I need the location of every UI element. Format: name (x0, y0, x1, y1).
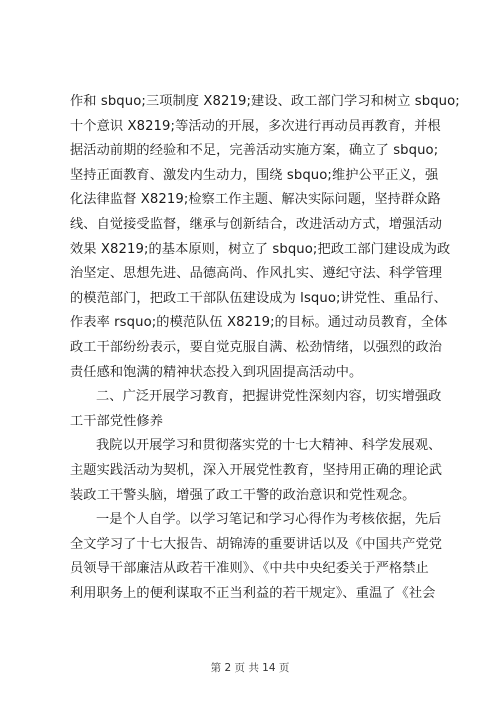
document-body (70, 90, 460, 606)
text-line: 据活动前期的经验和不足，完善活动实施方案，确立了 sbquo; (70, 143, 439, 159)
text-line: 十个意识 X8219;等活动的开展，多次进行再动员再教育，并根 (70, 118, 441, 134)
text-line: 装政工干警头脑，增强了政工干警的政治意识和党性观念。 (70, 487, 416, 503)
text-line: 线、自觉接受监督，继承与创新结合，改进活动方式，增强活动 (70, 216, 443, 232)
text-line: 作和 sbquo;三项制度 X8219;建设、政工部门学习和树立 sbquo; (70, 94, 460, 109)
text-line: 效果 X8219;的基本原则，树立了 sbquo;把政工部门建设成为政 (70, 241, 451, 257)
text-line: 全文学习了十七大报告、胡锦涛的重要讲话以及《中国共产党党 (70, 536, 443, 552)
text-line: 主题实践活动为契机，深入开展党性教育，坚持用正确的理论武 (70, 462, 443, 478)
text-line: 的模范部门，把政工干部队伍建设成为 lsquo;讲党性、重品行、 (70, 290, 447, 306)
text-line: 责任感和饱满的精神状态投入到巩固提高活动中。 (70, 364, 363, 380)
text-line: 一是个人自学。以学习笔记和学习心得作为考核依据，先后 (96, 512, 442, 528)
text-line: 作表率 rsquo;的模范队伍 X8219;的目标。通过动员教育，全体 (70, 315, 448, 331)
text-line: 员领导干部廉洁从政若干准则》、《中共中央纪委关于严格禁止 (70, 561, 429, 577)
text-line: 治坚定、思想先进、品德高尚、作风扎实、遵纪守法、科学管理 (70, 266, 443, 282)
text-line: 利用职务上的便利谋取不正当利益的若干规定》、重温了《社会 (70, 585, 436, 601)
section-heading-line: 二、广泛开展学习教育，把握讲党性深刻内容，切实增强政 (96, 389, 442, 405)
text-line: 政工干部纷纷表示，要自觉克服自满、松劲情绪，以强烈的政治 (70, 339, 443, 355)
text-line: 坚持正面教育、激发内生动力，围绕 sbquo;维护公平正义，强 (70, 167, 439, 183)
text-line: 我院以开展学习和贯彻落实党的十七大精神、科学发展观、 (96, 438, 442, 454)
section-heading-line: 工干部党性修养 (70, 413, 164, 429)
text-line: 化法律监督 X8219;检察工作主题、解决实际问题，坚持群众路 (70, 192, 441, 208)
page-number-footer: 第 2 页 共 14 页 (210, 662, 290, 674)
